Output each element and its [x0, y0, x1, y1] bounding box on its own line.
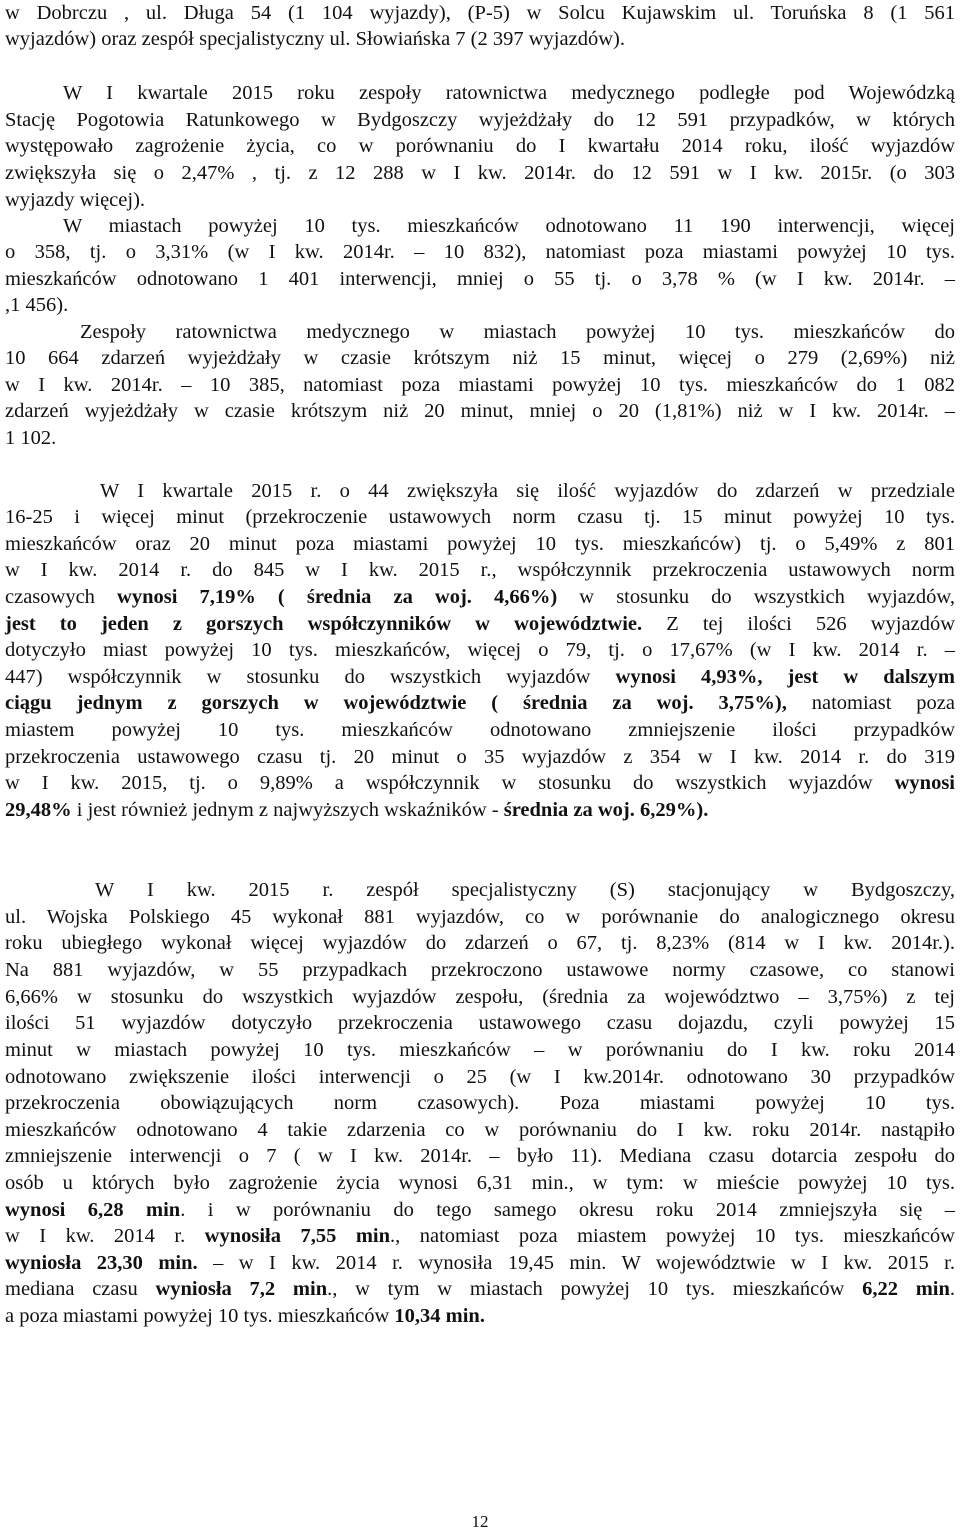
text-run: 16-25 i więcej minut (przekroczenie ustawowych norm czasu tj. 15 minut powyżej 10 tys. [5, 506, 955, 528]
text-line [5, 0, 955, 26]
text-run: Stację Pogotowia Ratunkowego w Bydgoszczy wyjeżdżały do 12 591 przypadków, w których [5, 109, 955, 131]
text-run: W I kwartale 2015 roku zespoły ratownictwa medycznego podległe pod Wojewódzką [63, 82, 955, 104]
text-run: osób u których było zagrożenie życia wynosi 6,31 min., w tym: w mieście powyżej 10 tys. [5, 1172, 955, 1194]
bold-text-run: wyniosła 23,30 min. [5, 1252, 198, 1274]
text-line [5, 1197, 955, 1223]
text-line [5, 1090, 955, 1116]
text-run: i jest również jednym z najwyższych wskaźników - [71, 799, 504, 821]
text-run: a poza miastami powyżej 10 tys. mieszkańców [5, 1305, 395, 1327]
text-line [5, 1143, 955, 1169]
text-line [100, 478, 955, 504]
bold-text-run: 29,48% [5, 799, 72, 821]
text-run: o 358, tj. o 3,31% (w I kw. 2014r. – 10 832), natomiast poza miastami powyżej 10 tys. [5, 241, 955, 263]
text-line [5, 930, 955, 956]
bold-text-run: wynosi 4,93%, jest w dalszym [615, 666, 955, 688]
text-line [63, 80, 955, 106]
text-line [5, 637, 955, 663]
text-line [5, 1064, 955, 1090]
text-run: , współczynnik przekroczenia ustawowych norm [491, 559, 955, 581]
text-line [5, 425, 955, 451]
text-run: zdarzeń wyjeżdżały w czasie krótszym niż 20 minut, mniej o 20 (1,81%) niż w I kw. 2014r. – [5, 400, 955, 422]
text-line [5, 690, 955, 716]
text-line [5, 133, 955, 159]
text-run: 10 664 zdarzeń wyjeżdżały w czasie krótszym niż 15 minut, więcej o 279 (2,69%) niż [5, 347, 955, 369]
text-line [5, 904, 955, 930]
bold-text-run: wynosiła 7,55 min [204, 1225, 390, 1247]
text-run: ilości 51 wyjazdów dotyczyło przekroczenia ustawowego czasu dojazdu, czyli powyżej 15 [5, 1012, 955, 1034]
page-number: 12 [471, 1512, 489, 1531]
text-line [5, 531, 955, 557]
text-run: ., natomiast poza miastem powyżej 10 tys. mieszkańców [390, 1225, 955, 1247]
text-run: Zespoły ratownictwa medycznego w miastach powyżej 10 tys. mieszkańców do [80, 321, 955, 343]
text-line [5, 160, 955, 186]
text-run: przekroczenia ustawowego czasu tj. 20 minut o 35 wyjazdów z 354 w I kw. 2014 r. do 319 [5, 746, 955, 768]
text-line [5, 26, 955, 52]
text-line [5, 1170, 955, 1196]
text-run: W I kw. 2015 r. zespół specjalistyczny (S) stacjonujący w Bydgoszczy, [95, 879, 955, 901]
text-run: 1 102. [5, 427, 57, 449]
text-line [5, 266, 955, 292]
text-run: odnotowano zwiększenie ilości interwencji o 25 (w I kw.2014r. odnotowano 30 przypadków [5, 1066, 955, 1088]
text-line [5, 1276, 955, 1302]
text-run: w Dobrczu , ul. Długa 54 (1 104 wyjazdy), (P-5) w Solcu Kujawskim ul. Toruńska 8 (1 561 [5, 2, 955, 24]
text-line [5, 1303, 955, 1329]
text-line [5, 584, 955, 610]
text-run: dotyczyło miast powyżej 10 tys. mieszkańców, więcej o 79, tj. o 17,67% (w I kw. 2014 r. – [5, 639, 955, 661]
bold-text-run: wynosi [894, 772, 955, 794]
text-line [5, 797, 955, 823]
text-line [5, 1223, 955, 1249]
text-line [5, 107, 955, 133]
text-run: mieszkańców odnotowano 4 takie zdarzenia co w porównaniu do I kw. roku 2014r. nastąpiło [5, 1119, 955, 1141]
text-run: zwiększyła się o 2,47% , tj. z 12 288 w I kw. 2014r. do 12 591 w I kw. 2015r. (o 303 [5, 162, 955, 184]
bold-text-run: średnia za woj. 6,29%). [503, 799, 709, 821]
text-run: przekroczenia obowiązujących norm czasowych). Poza miastami powyżej 10 tys. [5, 1092, 955, 1114]
text-line [5, 770, 955, 796]
text-line [5, 372, 955, 398]
text-line [5, 717, 955, 743]
bold-text-run: wynosi 6,28 min [5, 1199, 181, 1221]
text-line [5, 744, 955, 770]
text-run: Z tej ilości 526 wyjazdów [642, 613, 955, 635]
text-run: miastem powyżej 10 tys. mieszkańców odnotowano zmniejszenie ilości przypadków [5, 719, 955, 741]
text-run: ,1 456). [5, 294, 69, 316]
text-line [5, 345, 955, 371]
text-line [5, 398, 955, 424]
text-run: W I kwartale 2015 r. o 44 zwiększyła się ilość wyjazdów do zdarzeń w przedziale [100, 480, 955, 502]
text-run: czasowych [5, 586, 118, 608]
bold-text-run: 6,22 min [862, 1278, 950, 1300]
text-run: w I kw. 2014r. – 10 385, natomiast poza miastami powyżej 10 tys. mieszkańców do 1 082 [5, 374, 955, 396]
text-run: minut w miastach powyżej 10 tys. mieszkańców – w porównaniu do I kw. roku 2014 [5, 1039, 955, 1061]
text-line [5, 504, 955, 530]
text-line [5, 187, 955, 213]
text-run: ., w tym w miastach powyżej 10 tys. mieszkańców [327, 1278, 863, 1300]
text-run: . i w porównaniu do tego samego okresu roku 2014 zmniejszyła się – [180, 1199, 956, 1221]
text-line [5, 557, 955, 583]
text-line [5, 984, 955, 1010]
text-run: mieszkańców oraz 20 minut poza miastami powyżej 10 tys. mieszkańców) tj. o 5,49% z 801 [5, 533, 955, 555]
text-run: wyjazdów) oraz zespół specjalistyczny ul. Słowiańska 7 (2 397 wyjazdów). [5, 28, 625, 50]
text-run: w stosunku do wszystkich wyjazdów, [557, 586, 955, 608]
text-line [5, 292, 955, 318]
text-line [80, 319, 955, 345]
text-run: w I kw. 2014 r. do 845 w I kw. 2015 r. [5, 559, 492, 581]
bold-text-run: wynosi 7,19% ( średnia za woj. 4,66%) [117, 586, 558, 608]
text-line [63, 213, 955, 239]
text-line [5, 1010, 955, 1036]
text-run: Na 881 wyjazdów, w 55 przypadkach przekroczono ustawowe normy czasowe, co stanowi [5, 959, 955, 981]
text-line [5, 239, 955, 265]
bold-text-run: 10,34 min. [394, 1305, 485, 1327]
text-run: – w I kw. 2014 r. wynosiła 19,45 min. W województwie w I kw. 2015 r. [197, 1252, 956, 1274]
text-run: W miastach powyżej 10 tys. mieszkańców odnotowano 11 190 interwencji, więcej [63, 215, 955, 237]
text-run: zmniejszenie interwencji o 7 ( w I kw. 2014r. – było 11). Mediana czasu dotarcia zespołu do [5, 1145, 955, 1167]
text-run: 447) współczynnik w stosunku do wszystkich wyjazdów [5, 666, 616, 688]
text-run: mieszkańców odnotowano 1 401 interwencji, mniej o 55 tj. o 3,78 % (w I kw. 2014r. – [5, 268, 955, 290]
text-line [5, 611, 955, 637]
text-line [5, 1250, 955, 1276]
text-line [5, 664, 955, 690]
text-line [5, 957, 955, 983]
text-line [5, 1117, 955, 1143]
bold-text-run: wyniosła 7,2 min [155, 1278, 328, 1300]
text-line [95, 877, 955, 903]
text-run: ul. Wojska Polskiego 45 wykonał 881 wyjazdów, co w porównanie do analogicznego okresu [5, 906, 955, 928]
text-run: natomiast poza [786, 692, 955, 714]
text-line [5, 1037, 955, 1063]
text-run: 6,66% w stosunku do wszystkich wyjazdów zespołu, (średnia za województwo – 3,75%) z tej [5, 986, 955, 1008]
text-run: roku ubiegłego wykonał więcej wyjazdów do zdarzeń o 67, tj. 8,23% (814 w I kw. 2014r.). [5, 932, 955, 954]
text-run: występowało zagrożenie życia, co w porównaniu do I kwartału 2014 roku, ilość wyjazdów [5, 135, 955, 157]
text-run: . [949, 1278, 955, 1300]
text-run: w I kw. 2014 r. [5, 1225, 205, 1247]
text-run: mediana czasu [5, 1278, 156, 1300]
text-run: wyjazdy więcej). [5, 189, 146, 211]
bold-text-run: jest to jeden z gorszych współczynników w województwie. [5, 613, 643, 635]
bold-text-run: ciągu jednym z gorszych w województwie ( średnia za woj. 3,75%), [5, 692, 787, 714]
text-run: w I kw. 2015, tj. o 9,89% a współczynnik w stosunku do wszystkich wyjazdów [5, 772, 895, 794]
